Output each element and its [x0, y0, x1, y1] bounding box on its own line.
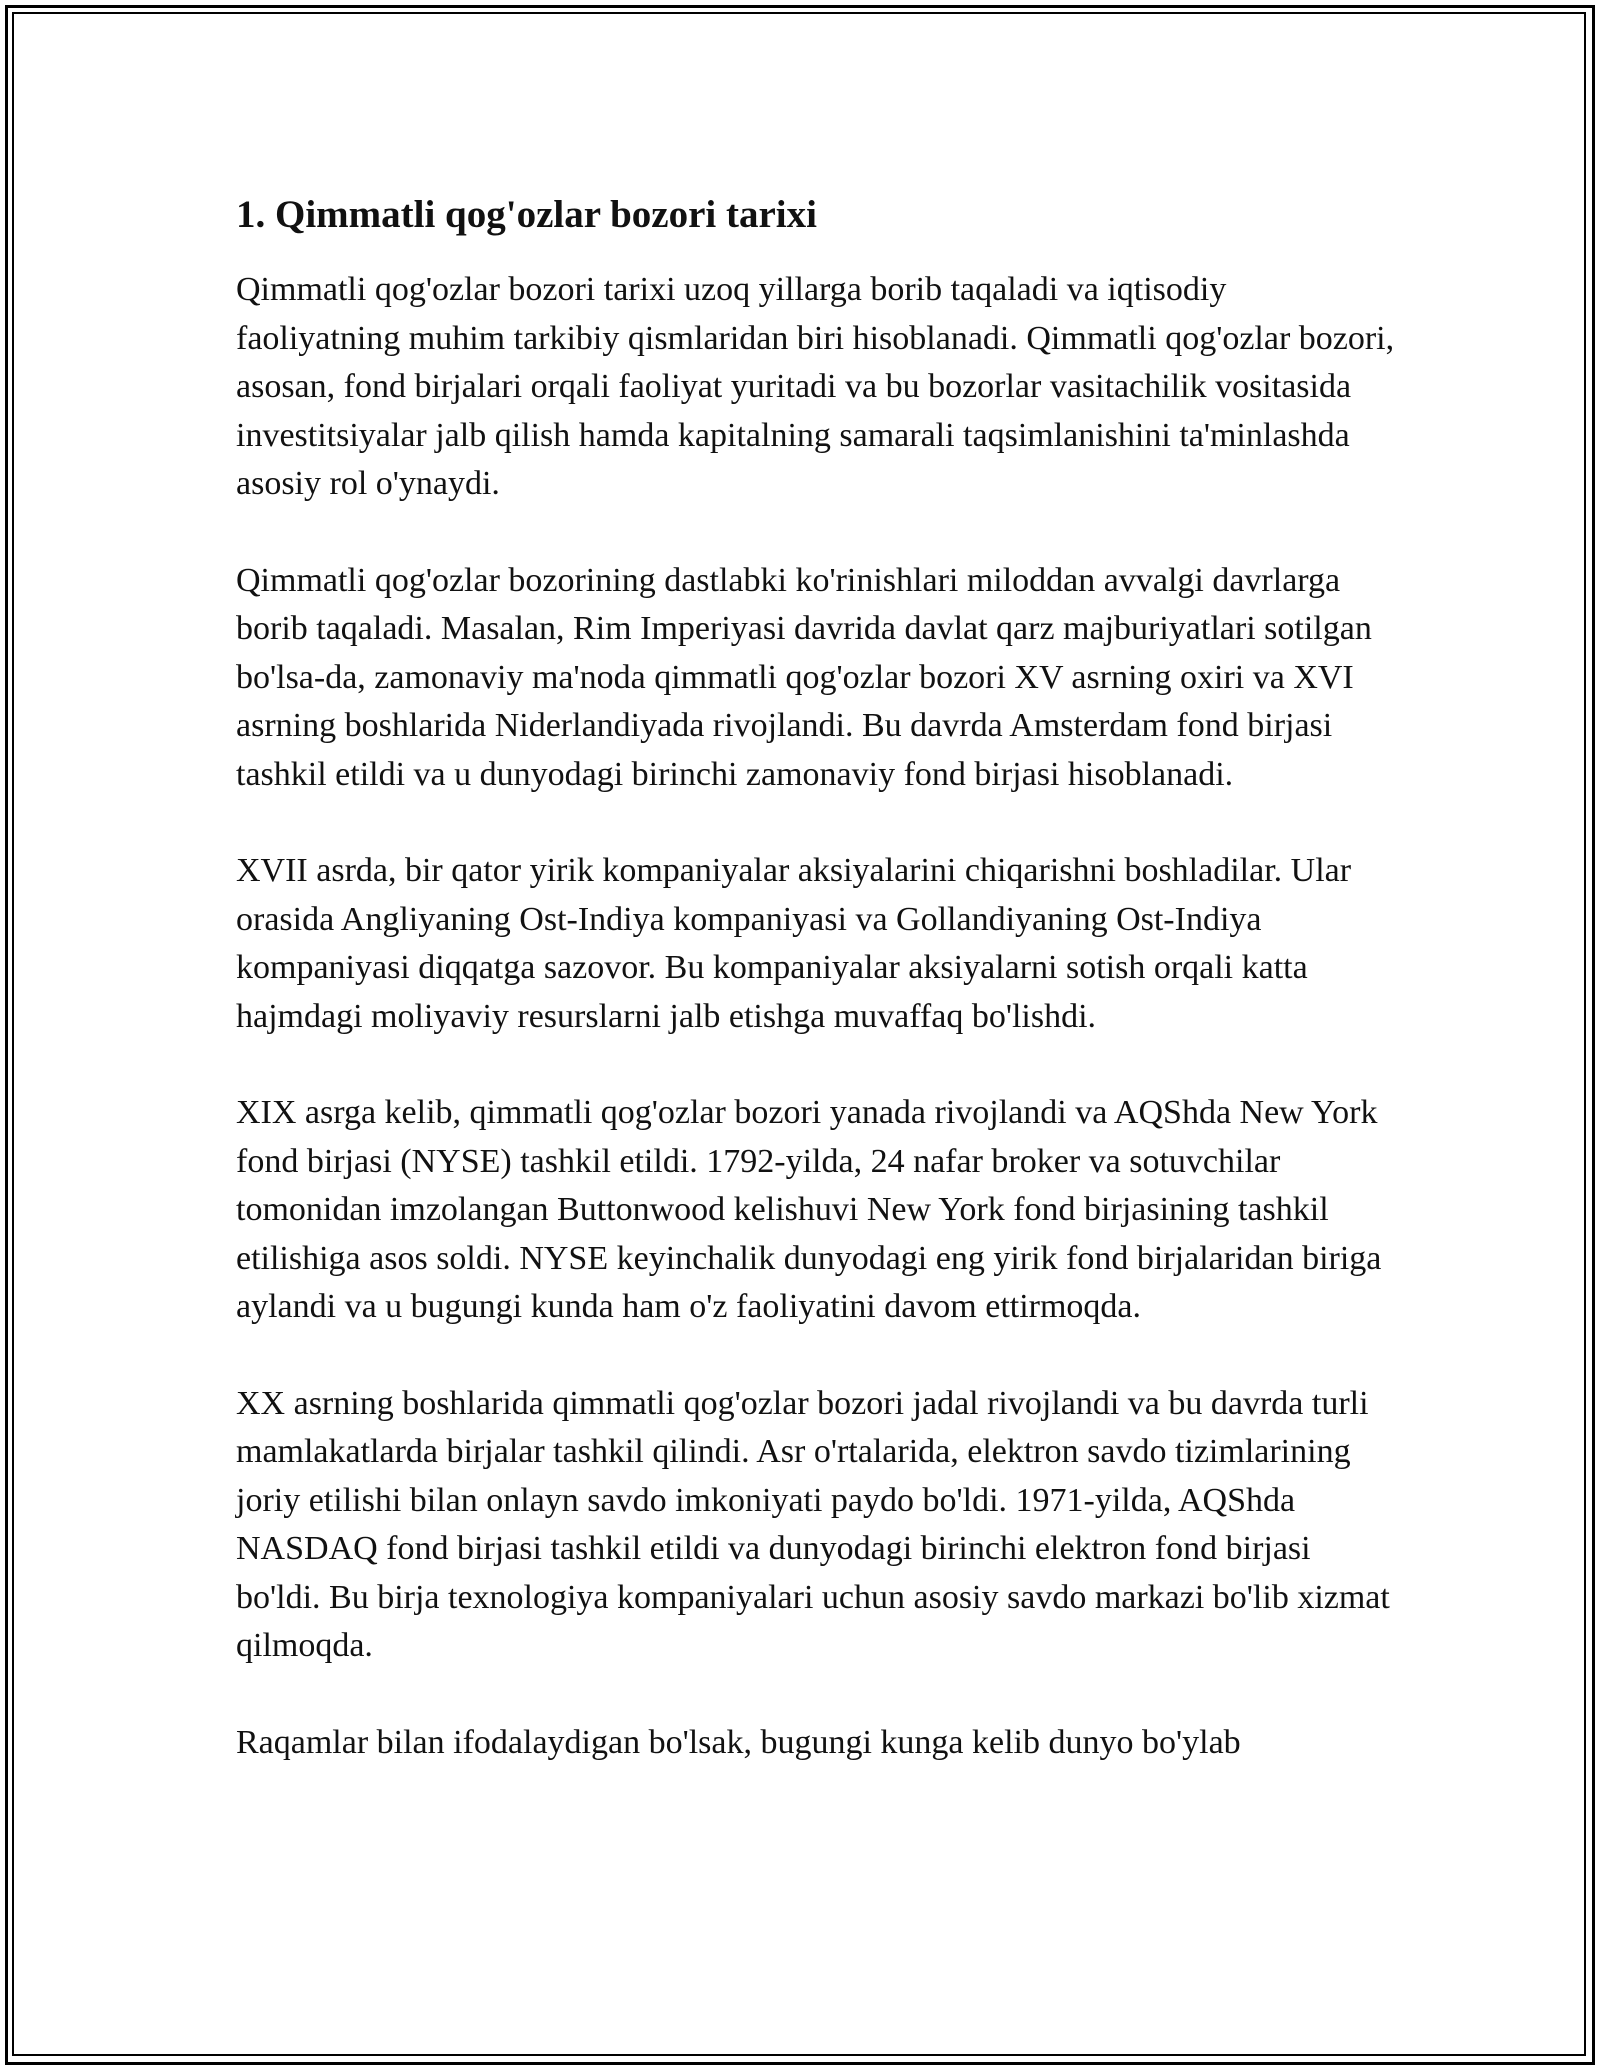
paragraph-17th-century: XVII asrda, bir qator yirik kompaniyalar aksiyalarini chiqarishni boshladilar. Ular orasida Angliyaning Ost-Indiya kompaniyasi va Gollandiyaning Ost-Indiya kompaniyasi diqqatga sazovor. Bu kompaniyalar aksiyalarni sotish orqali katta hajmdagi moliyaviy resurslarni jalb etishga muvaffaq bo'lishdi. — [236, 852, 1352, 1035]
paragraph-19th-century: XIX asrga kelib, qimmatli qog'ozlar bozori yanada rivojlandi va AQShda New York fond birjasi (NYSE) tashkil etildi. 1792-yilda, 24 nafar broker va sotuvchilar tomonidan imzolangan Buttonwood kelishuvi New York fond birjasining tashkil etilishiga asos soldi. NYSE keyinchalik dunyodagi eng yirik fond birjalaridan biriga aylandi va u bugungi kunda ham o'z faoliyatini davom ettirmoqda. — [236, 1094, 1382, 1325]
paragraph-figures: Raqamlar bilan ifodalaydigan bo'lsak, bugungi kunga kelib dunyo bo'ylab — [236, 1723, 1241, 1761]
section-heading: 1. Qimmatli qog'ozlar bozori tarixi — [236, 193, 817, 236]
paragraph-intro: Qimmatli qog'ozlar bozori tarixi uzoq yillarga borib taqaladi va iqtisodiy faoliyatning muhim tarkibiy qismlaridan biri hisoblanadi. Qimmatli qog'ozlar bozori, asosan, fond birjalari orqali faoliyat yuritadi va bu bozorlar vasitachilik vositasida investitsiyalar jalb qilish hamda kapitalning samarali taqsimlanishini ta'minlashda asosiy rol o'ynaydi. — [236, 271, 1395, 502]
document-body — [236, 186, 1396, 1815]
paragraph-20th-century: XX asrning boshlarida qimmatli qog'ozlar bozori jadal rivojlandi va bu davrda turli mamlakatlarda birjalar tashkil qilindi. Asr o'rtalarida, elektron savdo tizimlarining joriy etilishi bilan onlayn savdo imkoniyati paydo bo'ldi. 1971-yilda, AQShda NASDAQ fond birjasi tashkil etildi va dunyodagi birinchi elektron fond birjasi bo'ldi. Bu birja texnologiya kompaniyalari uchun asosiy savdo markazi bo'lib xizmat qilmoqda. — [236, 1384, 1390, 1664]
paragraph-early-history: Qimmatli qog'ozlar bozorining dastlabki ko'rinishlari miloddan avvalgi davrlarga borib taqaladi. Masalan, Rim Imperiyasi davrida davlat qarz majburiyatlari sotilgan bo'lsa-da, zamonaviy ma'noda qimmatli qog'ozlar bozori XV asrning oxiri va XVI asrning boshlarida Niderlandiyada rivojlandi. Bu davrda Amsterdam fond birjasi tashkil etildi va u dunyodagi birinchi zamonaviy fond birjasi hisoblanadi. — [236, 561, 1372, 793]
